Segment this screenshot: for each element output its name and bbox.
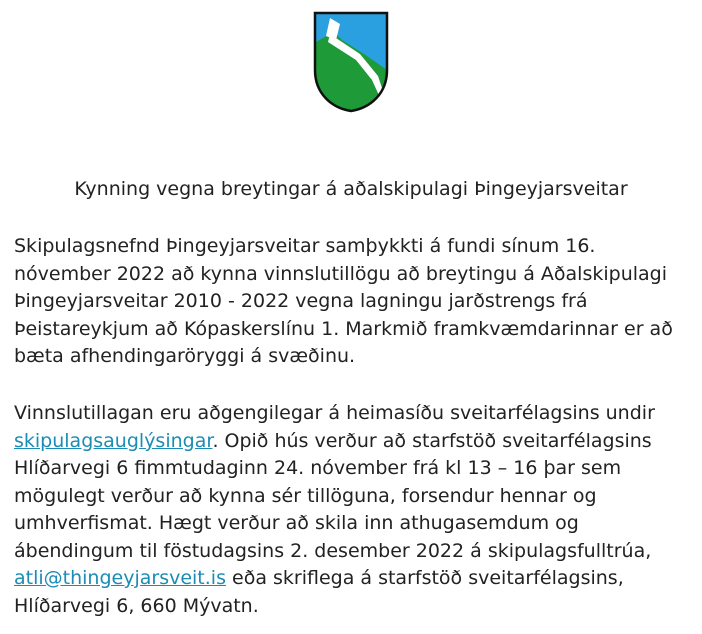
page-title: Kynning vegna breytingar á aðalskipulagi Þingeyjarsveitar (74, 178, 628, 200)
skipulagsauglysingar-link[interactable]: skipulagsauglýsingar (14, 429, 213, 452)
paragraph-text: Vinnslutillagan eru aðgengilegar á heimasíðu sveitarfélagsins undir (14, 402, 655, 424)
paragraph-text: . Opið hús verður að starfstöð sveitarfélagsins Hlíðarvegi 6 fimmtudaginn 24. nóvember frá kl 13 – 16 þar sem mögulegt verður að kynna sér tillöguna, forsendur hennar og umhverfismat. Hægt verður að skila inn athugasemdum og ábendingum til föstudagsins 2. desember 2022 á skipulagsfulltrúa, (14, 429, 652, 562)
paragraph-intro: Skipulagsnefnd Þingeyjarsveitar samþykkti á fundi sínum 16. nóvember 2022 að kynna vinnslutillögu að breytingu á Aðalskipulagi Þingeyjarsveitar 2010 - 2022 vegna lagningu jarðstrengs frá Þeistareykjum að Kópaskerslínu 1. Markmið framkvæmdarinnar er að bæta afhendingaröryggi á svæðinu. (14, 235, 673, 367)
paragraph-details (14, 400, 698, 620)
municipality-crest-icon (312, 10, 390, 114)
paragraph-text: eða skriflega á starfstöð sveitarfélagsins, Hlíðarvegi 6, 660 Mývatn. (14, 567, 624, 617)
email-link[interactable]: atli@thingeyjarsveit.is (14, 567, 226, 589)
